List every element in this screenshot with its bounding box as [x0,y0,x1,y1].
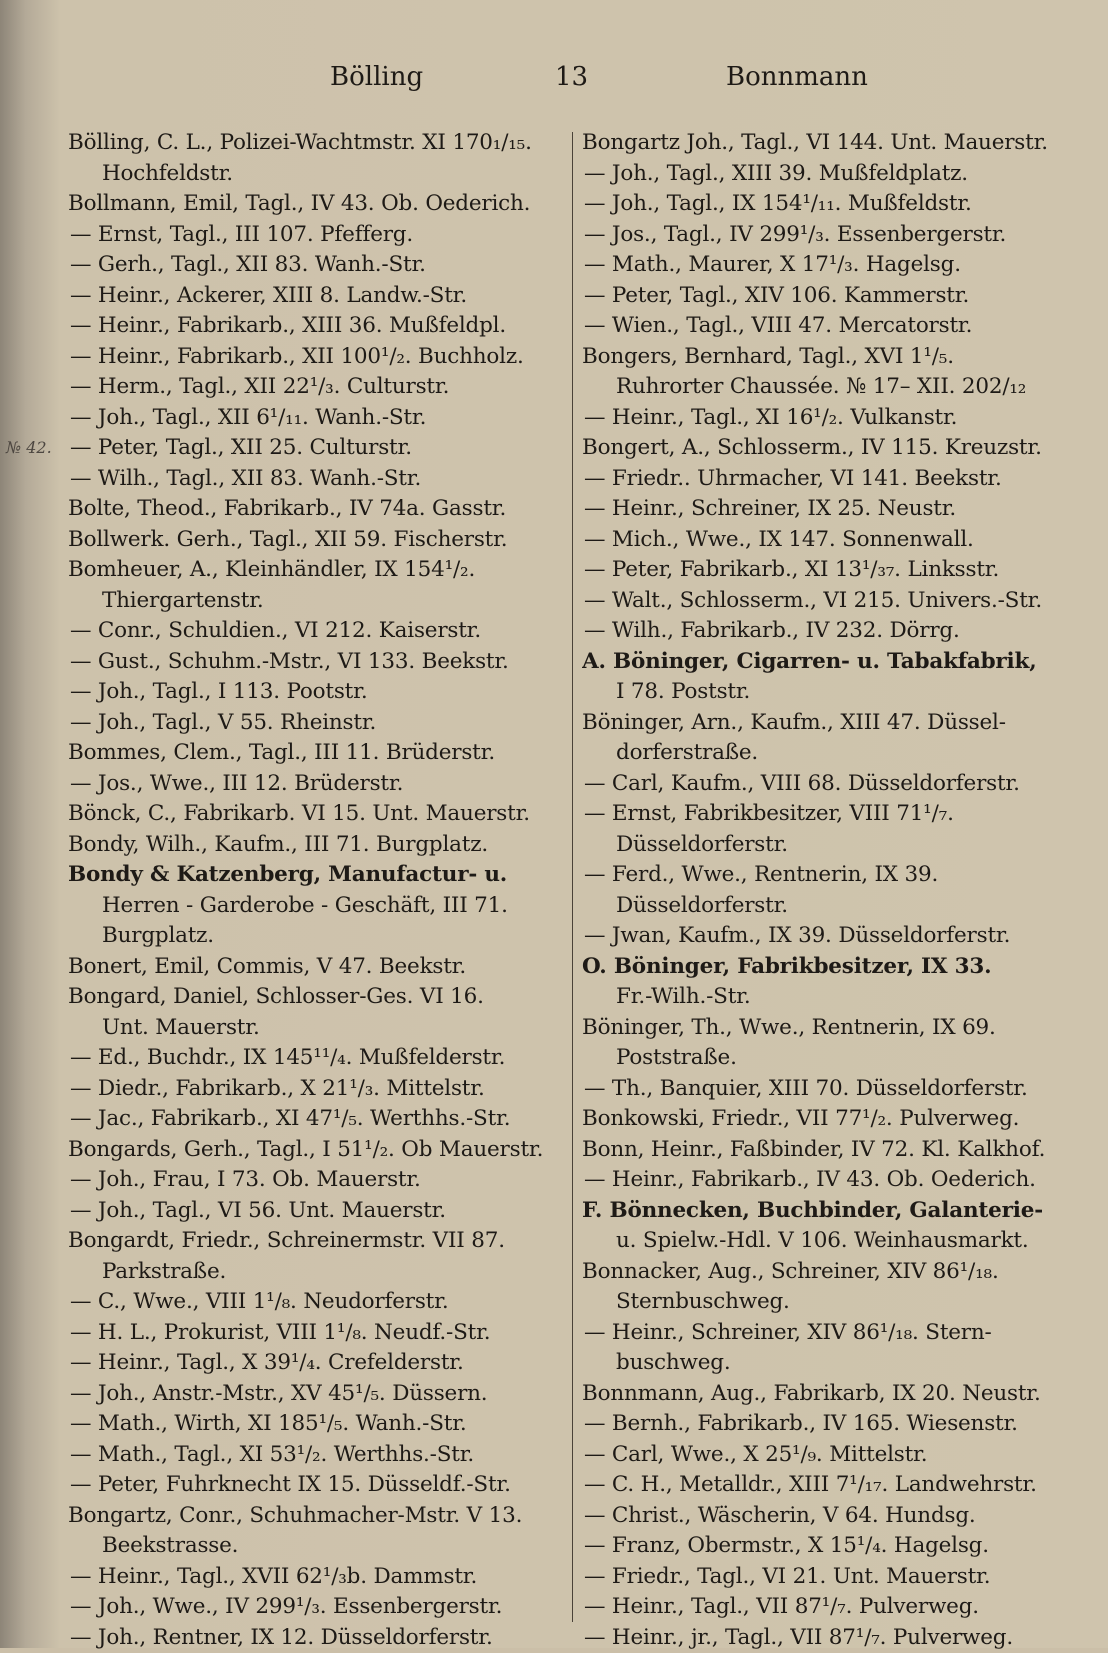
directory-entry-line: — Carl, Wwe., X 25¹/₉. Mittelstr. [582,1440,1082,1471]
directory-entry-line: — Th., Banquier, XIII 70. Düsseldorferstr. [582,1074,1082,1105]
directory-entry-line: Hochfeldstr. [68,159,570,190]
directory-entry-line: — Joh., Wwe., IV 299¹/₃. Essenbergerstr. [68,1592,570,1623]
directory-entry-line: — Wien., Tagl., VIII 47. Mercatorstr. [582,311,1082,342]
directory-entry-line: — Jwan, Kaufm., IX 39. Düsseldorferstr. [582,921,1082,952]
directory-entry-line: — Heinr., Fabrikarb., XII 100¹/₂. Buchholz. [68,342,570,373]
directory-entry-line: Bomheuer, A., Kleinhändler, IX 154¹/₂. [68,555,570,586]
directory-entry-line: Bongards, Gerh., Tagl., I 51¹/₂. Ob Mauerstr. [68,1135,570,1166]
directory-entry-line: O. Böninger, Fabrikbesitzer, IX 33. [582,952,1082,983]
directory-entry-line: — Franz, Obermstr., X 15¹/₄. Hagelsg. [582,1531,1082,1562]
header-last-name: Bonnmann [726,62,868,92]
directory-entry-line: — Math., Maurer, X 17¹/₃. Hagelsg. [582,250,1082,281]
running-header [0,62,1108,102]
directory-entry-line: — Joh., Tagl., XII 6¹/₁₁. Wanh.-Str. [68,403,570,434]
directory-entry-line: I 78. Poststr. [582,677,1082,708]
directory-entry-line: Bongartz, Conr., Schuhmacher-Mstr. V 13. [68,1501,570,1532]
directory-entry-line: — Wilh., Fabrikarb., IV 232. Dörrg. [582,616,1082,647]
directory-entry-line: Bollmann, Emil, Tagl., IV 43. Ob. Oederich. [68,189,570,220]
directory-entry-line: — Wilh., Tagl., XII 83. Wanh.-Str. [68,464,570,495]
directory-entry-line: — Gerh., Tagl., XII 83. Wanh.-Str. [68,250,570,281]
directory-entry-line: Bolte, Theod., Fabrikarb., IV 74a. Gasstr. [68,494,570,525]
handwritten-margin-note: № 42. [6,438,52,457]
directory-entry-line: Düsseldorferstr. [582,891,1082,922]
directory-entry-line: — Heinr., jr., Tagl., VII 87¹/₇. Pulverweg. [582,1623,1082,1653]
directory-entry-line: — Friedr.. Uhrmacher, VI 141. Beekstr. [582,464,1082,495]
directory-entry-line: Bonnmann, Aug., Fabrikarb, IX 20. Neustr. [582,1379,1082,1410]
directory-entry-line: Böninger, Th., Wwe., Rentnerin, IX 69. [582,1013,1082,1044]
directory-entry-line: Bongard, Daniel, Schlosser-Ges. VI 16. [68,982,570,1013]
directory-entry-line: — Heinr., Fabrikarb., XIII 36. Mußfeldpl. [68,311,570,342]
directory-entry-line: — Mich., Wwe., IX 147. Sonnenwall. [582,525,1082,556]
directory-entry-line: — Joh., Tagl., V 55. Rheinstr. [68,708,570,739]
directory-entry-line: — Friedr., Tagl., VI 21. Unt. Mauerstr. [582,1562,1082,1593]
directory-entry-line: Bongartz Joh., Tagl., VI 144. Unt. Mauerstr. [582,128,1082,159]
directory-entry-line: — Ernst, Fabrikbesitzer, VIII 71¹/₇. [582,799,1082,830]
directory-entry-line: Unt. Mauerstr. [68,1013,570,1044]
directory-entry-line: Bonn, Heinr., Faßbinder, IV 72. Kl. Kalkhof. [582,1135,1082,1166]
directory-entry-line: — Heinr., Tagl., X 39¹/₄. Crefelderstr. [68,1348,570,1379]
directory-entry-line: — C. H., Metalldr., XIII 7¹/₁₇. Landwehrstr. [582,1470,1082,1501]
directory-entry-line: — Peter, Tagl., XIV 106. Kammerstr. [582,281,1082,312]
directory-entry-line: — C., Wwe., VIII 1¹/₈. Neudorferstr. [68,1287,570,1318]
directory-entry-line: Böninger, Arn., Kaufm., XIII 47. Düssel- [582,708,1082,739]
directory-entry-line: — Walt., Schlosserm., VI 215. Univers.-Str. [582,586,1082,617]
directory-entry-line: Beekstrasse. [68,1531,570,1562]
directory-entry-line: A. Böninger, Cigarren- u. Tabakfabrik, [582,647,1082,678]
directory-entry-line: Bölling, C. L., Polizei-Wachtmstr. XI 170₁/₁₅. [68,128,570,159]
directory-entry-line: — Carl, Kaufm., VIII 68. Düsseldorferstr. [582,769,1082,800]
directory-entry-line: Bondy & Katzenberg, Manufactur- u. [68,860,570,891]
directory-entry-line: Bongardt, Friedr., Schreinermstr. VII 87. [68,1226,570,1257]
directory-entry-line: Herren - Garderobe - Geschäft, III 71. [68,891,570,922]
directory-entry-line: Bongert, A., Schlosserm., IV 115. Kreuzstr. [582,433,1082,464]
directory-entry-line: Bollwerk. Gerh., Tagl., XII 59. Fischerstr. [68,525,570,556]
directory-entry-line: — Joh., Frau, I 73. Ob. Mauerstr. [68,1165,570,1196]
directory-entry-line: Bondy, Wilh., Kaufm., III 71. Burgplatz. [68,830,570,861]
directory-entry-line: — Peter, Fabrikarb., XI 13¹/₃₇. Linksstr. [582,555,1082,586]
directory-entry-line: Bonert, Emil, Commis, V 47. Beekstr. [68,952,570,983]
directory-entry-line: — Gust., Schuhm.-Mstr., VI 133. Beekstr. [68,647,570,678]
directory-entry-line: F. Bönnecken, Buchbinder, Galanterie- [582,1196,1082,1227]
directory-entry-line: — Heinr., Tagl., VII 87¹/₇. Pulverweg. [582,1592,1082,1623]
directory-entry-line: — Ferd., Wwe., Rentnerin, IX 39. [582,860,1082,891]
directory-entry-line: Bommes, Clem., Tagl., III 11. Brüderstr. [68,738,570,769]
directory-entry-line: Bongers, Bernhard, Tagl., XVI 1¹/₅. [582,342,1082,373]
directory-entry-line: — Heinr., Ackerer, XIII 8. Landw.-Str. [68,281,570,312]
directory-entry-line: — Math., Wirth, XI 185¹/₅. Wanh.-Str. [68,1409,570,1440]
left-column [68,128,570,1653]
directory-entry-line: — Joh., Tagl., I 113. Pootstr. [68,677,570,708]
directory-entry-line: Bönck, C., Fabrikarb. VI 15. Unt. Mauerstr. [68,799,570,830]
directory-entry-line: — Jos., Wwe., III 12. Brüderstr. [68,769,570,800]
directory-entry-line: dorferstraße. [582,738,1082,769]
directory-entry-line: Sternbuschweg. [582,1287,1082,1318]
directory-entry-line: — Heinr., Tagl., XI 16¹/₂. Vulkanstr. [582,403,1082,434]
directory-entry-line: buschweg. [582,1348,1082,1379]
directory-entry-line: Bonnacker, Aug., Schreiner, XIV 86¹/₁₈. [582,1257,1082,1288]
directory-entry-line: — Heinr., Schreiner, IX 25. Neustr. [582,494,1082,525]
directory-entry-line: — Ernst, Tagl., III 107. Pfefferg. [68,220,570,251]
directory-entry-line: — Bernh., Fabrikarb., IV 165. Wiesenstr. [582,1409,1082,1440]
directory-entry-line: u. Spielw.-Hdl. V 106. Weinhausmarkt. [582,1226,1082,1257]
directory-entry-line: — Jos., Tagl., IV 299¹/₃. Essenbergerstr. [582,220,1082,251]
directory-entry-line: — Herm., Tagl., XII 22¹/₃. Culturstr. [68,372,570,403]
header-first-name: Bölling [330,62,423,92]
directory-entry-line: — Peter, Fuhrknecht IX 15. Düsseldf.-Str. [68,1470,570,1501]
directory-entry-line: Poststraße. [582,1043,1082,1074]
directory-entry-line: — Joh., Tagl., IX 154¹/₁₁. Mußfeldstr. [582,189,1082,220]
directory-entry-line: — Joh., Rentner, IX 12. Düsseldorferstr. [68,1623,570,1653]
directory-entry-line: Ruhrorter Chaussée. № 17– XII. 202/₁₂ [582,372,1082,403]
directory-entry-line: Burgplatz. [68,921,570,952]
directory-entry-line: — Ed., Buchdr., IX 145¹¹/₄. Mußfelderstr. [68,1043,570,1074]
directory-entry-line: Parkstraße. [68,1257,570,1288]
directory-entry-line: — Joh., Tagl., XIII 39. Mußfeldplatz. [582,159,1082,190]
directory-entry-line: — Christ., Wäscherin, V 64. Hundsg. [582,1501,1082,1532]
directory-entry-line: — Conr., Schuldien., VI 212. Kaiserstr. [68,616,570,647]
page-number: 13 [555,62,588,92]
directory-entry-line: Düsseldorferstr. [582,830,1082,861]
directory-entry-line: Bonkowski, Friedr., VII 77¹/₂. Pulverweg. [582,1104,1082,1135]
directory-entry-line: Thiergartenstr. [68,586,570,617]
directory-entry-line: — Peter, Tagl., XII 25. Culturstr. [68,433,570,464]
directory-entry-line: — Joh., Anstr.-Mstr., XV 45¹/₅. Düssern. [68,1379,570,1410]
directory-entry-line: — Math., Tagl., XI 53¹/₂. Werthhs.-Str. [68,1440,570,1471]
column-divider [572,132,573,1622]
directory-entry-line: — Diedr., Fabrikarb., X 21¹/₃. Mittelstr. [68,1074,570,1105]
directory-entry-line: — H. L., Prokurist, VIII 1¹/₈. Neudf.-Str. [68,1318,570,1349]
right-column [582,128,1082,1653]
directory-entry-line: — Heinr., Fabrikarb., IV 43. Ob. Oederich. [582,1165,1082,1196]
directory-entry-line: — Heinr., Schreiner, XIV 86¹/₁₈. Stern- [582,1318,1082,1349]
directory-entry-line: — Heinr., Tagl., XVII 62¹/₃b. Dammstr. [68,1562,570,1593]
directory-entry-line: Fr.-Wilh.-Str. [582,982,1082,1013]
directory-entry-line: — Jac., Fabrikarb., XI 47¹/₅. Werthhs.-Str. [68,1104,570,1135]
directory-entry-line: — Joh., Tagl., VI 56. Unt. Mauerstr. [68,1196,570,1227]
